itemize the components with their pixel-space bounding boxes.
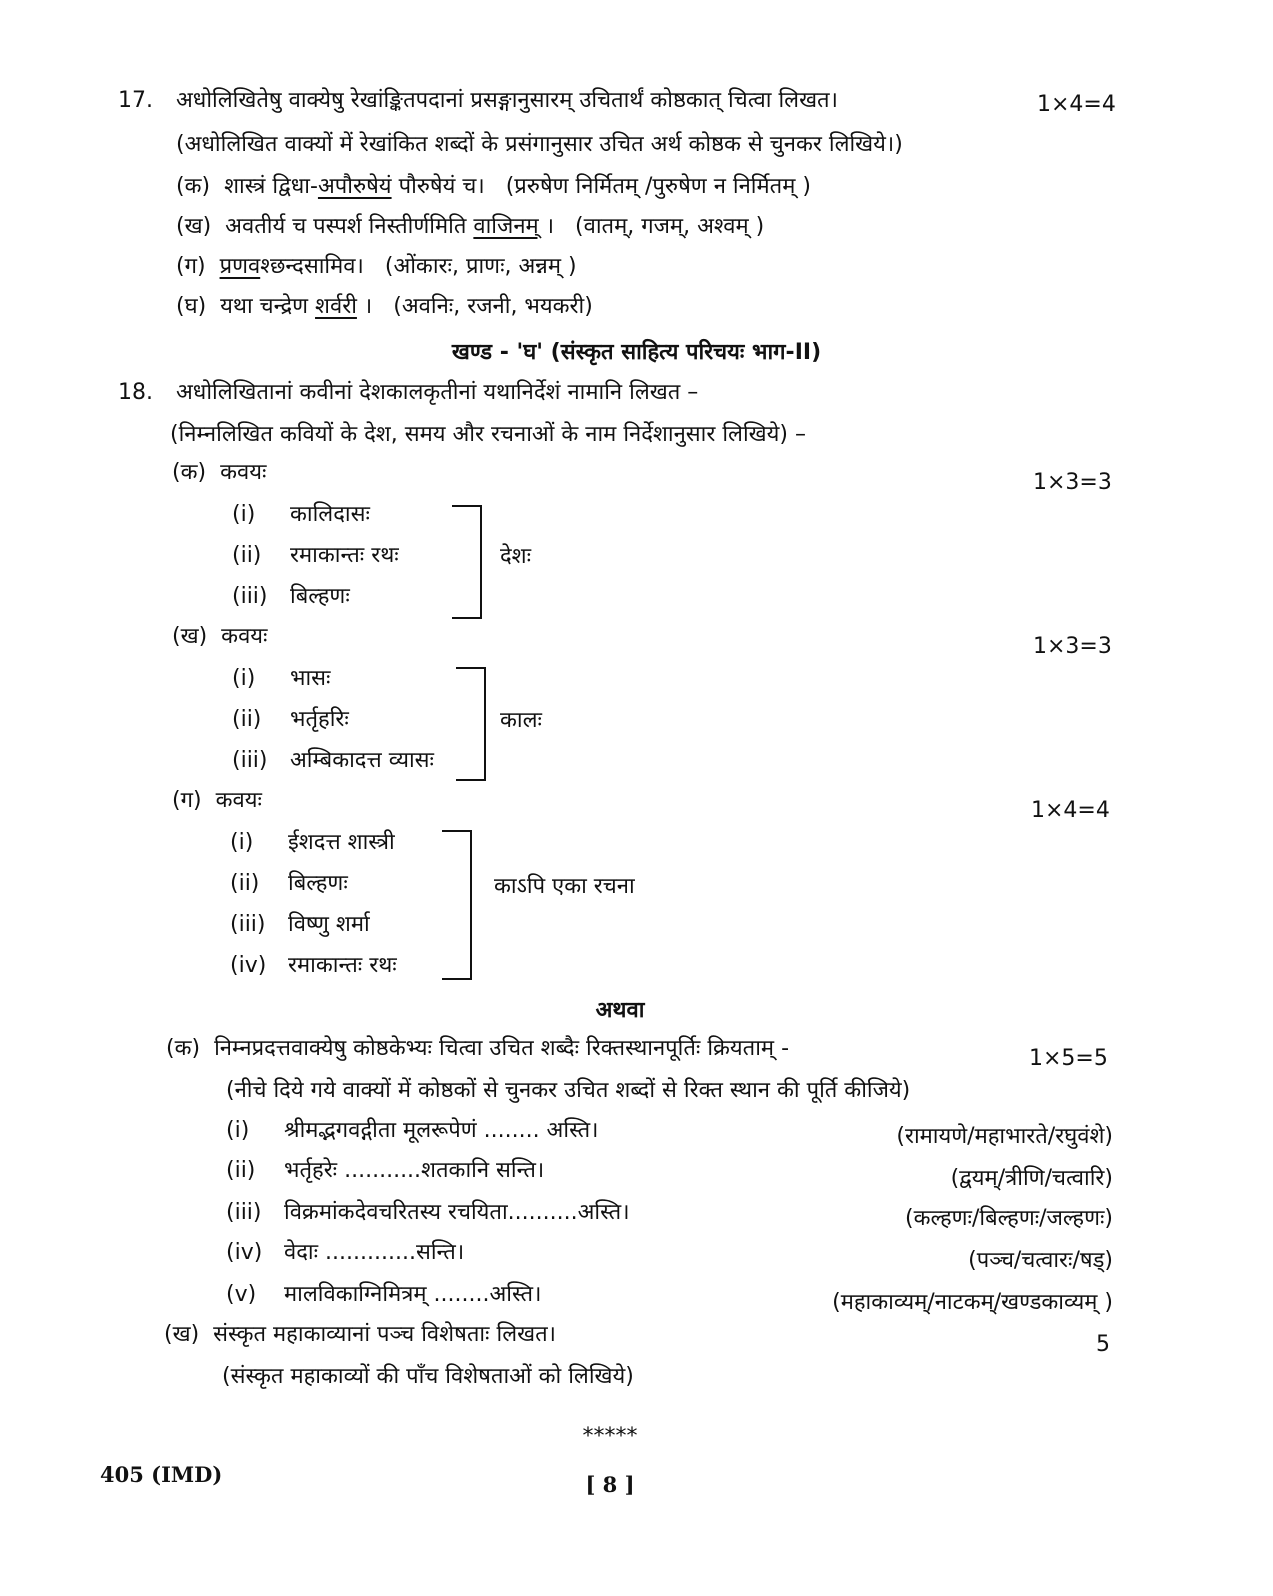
poet-name: अम्बिकादत्त व्यासः bbox=[290, 748, 434, 773]
item-options: (रामायणे/महाभारते/रघुवंशे) bbox=[896, 1124, 1113, 1149]
part-label: (क) bbox=[166, 1036, 201, 1061]
fill-blank-item bbox=[226, 1282, 541, 1308]
fill-blank-item bbox=[226, 1240, 464, 1266]
item-num: (i) bbox=[232, 502, 256, 527]
item-num: (iv) bbox=[230, 953, 267, 978]
alt-a-instruction-hindi: (नीचे दिये गये वाक्यों में कोष्ठकों से चुनकर उचित शब्दों से रिक्त स्थान की पूर्ति कीजिये) bbox=[226, 1078, 911, 1103]
q17-item-d bbox=[176, 294, 593, 320]
item-text: भर्तृहरेः ...........शतकानि सन्ति। bbox=[284, 1158, 545, 1183]
poet-name: विष्णु शर्मा bbox=[288, 912, 370, 937]
part-label: (क) bbox=[172, 460, 207, 485]
q18-part-c-marks: 1×4=4 bbox=[1031, 798, 1110, 823]
item-label: (ग) bbox=[176, 254, 206, 279]
item-options: (द्वयम्/त्रीणि/चत्वारि) bbox=[950, 1166, 1113, 1191]
item-text: पौरुषेयं च। bbox=[391, 174, 485, 199]
item-options: (पञ्च/चत्वारः/षड्) bbox=[968, 1248, 1113, 1273]
underlined-word: वाजिनम् bbox=[473, 214, 539, 239]
q17-item-b bbox=[176, 214, 764, 240]
item-num: (iii) bbox=[232, 748, 268, 773]
bracket bbox=[452, 505, 482, 619]
section-heading: खण्ड - 'घ' (संस्कृत साहित्य परिचयः भाग-II) bbox=[451, 340, 822, 365]
poet-item bbox=[230, 953, 397, 979]
poet-name: बिल्हणः bbox=[288, 871, 348, 896]
item-num: (i) bbox=[230, 830, 254, 855]
alt-b-marks: 5 bbox=[1096, 1332, 1110, 1357]
poet-item bbox=[230, 912, 370, 938]
poet-item bbox=[232, 502, 370, 528]
poet-name: भर्तृहरिः bbox=[290, 707, 349, 732]
poet-item bbox=[232, 748, 434, 774]
item-text: श्छन्दसामिव। bbox=[260, 254, 364, 279]
poet-name: ईशदत्त शास्त्री bbox=[288, 830, 395, 855]
page-number: [ 8 ] bbox=[585, 1472, 635, 1497]
item-options: (कल्हणः/बिल्हणः/जल्हणः) bbox=[904, 1206, 1113, 1231]
q18-part-a-heading bbox=[172, 460, 266, 486]
question-number: 18. bbox=[118, 380, 153, 405]
item-num: (iii) bbox=[232, 584, 268, 609]
item-text: यथा चन्द्रेण bbox=[220, 294, 316, 319]
poet-name: कालिदासः bbox=[290, 502, 370, 527]
athava-heading: अथवा bbox=[595, 998, 645, 1023]
part-label: (ग) bbox=[172, 788, 202, 813]
q18-part-b-heading bbox=[172, 624, 268, 650]
end-mark: ***** bbox=[582, 1424, 638, 1449]
underlined-word: प्रणव bbox=[219, 254, 261, 279]
q17-instruction-hindi: (अधोलिखित वाक्यों में रेखांकित शब्दों के प्रसंगानुसार उचित अर्थ कोष्ठक से चुनकर लिखिये।) bbox=[176, 132, 903, 157]
item-options: (अवनिः, रजनी, भयकरी) bbox=[393, 294, 593, 319]
item-num: (ii) bbox=[230, 871, 260, 896]
part-label: (ख) bbox=[164, 1322, 200, 1347]
item-options: (ओंकारः, प्राणः, अन्नम् ) bbox=[384, 254, 577, 279]
fill-blank-item bbox=[226, 1200, 630, 1226]
poet-item bbox=[232, 584, 350, 610]
item-num: (i) bbox=[232, 666, 256, 691]
item-num: (iii) bbox=[230, 912, 266, 937]
poet-item bbox=[232, 543, 399, 569]
alt-b-instruction-hindi: (संस्कृत महाकाव्यों की पाँच विशेषताओं को लिखिये) bbox=[222, 1364, 634, 1389]
item-options: (प्ररुषेण निर्मितम् /पुरुषेण न निर्मितम् ) bbox=[505, 174, 811, 199]
q18-part-c-heading bbox=[172, 788, 262, 814]
part-title: कवयः bbox=[221, 624, 268, 649]
question-number: 17. bbox=[118, 88, 153, 113]
poet-item bbox=[232, 666, 330, 692]
fill-blank-item bbox=[226, 1158, 544, 1184]
item-options: (वातम्, गजम्, अश्वम् ) bbox=[575, 214, 765, 239]
item-num: (iii) bbox=[226, 1200, 262, 1225]
poet-name: बिल्हणः bbox=[290, 584, 350, 609]
item-text: शास्त्रं द्विधा- bbox=[224, 174, 318, 199]
q18-part-b-marks: 1×3=3 bbox=[1033, 634, 1112, 659]
fill-blank-item bbox=[226, 1118, 599, 1144]
item-num: (ii) bbox=[232, 543, 262, 568]
bracket-label: देशः bbox=[500, 544, 532, 569]
item-num: (ii) bbox=[232, 707, 262, 732]
part-label: (ख) bbox=[172, 624, 208, 649]
item-label: (ख) bbox=[176, 214, 212, 239]
item-num: (iv) bbox=[226, 1240, 263, 1265]
q18-instruction-hindi: (निम्नलिखित कवियों के देश, समय और रचनाओं के नाम निर्देशानुसार लिखिये) – bbox=[170, 422, 806, 447]
paper-code: 405 (IMD) bbox=[100, 1462, 223, 1487]
bracket-label: कालः bbox=[500, 708, 542, 733]
poet-item bbox=[230, 871, 348, 897]
poet-item bbox=[232, 707, 349, 733]
item-text: वेदाः .............सन्ति। bbox=[284, 1240, 465, 1265]
item-num: (ii) bbox=[226, 1158, 256, 1183]
bracket-label: काऽपि एका रचना bbox=[494, 874, 635, 899]
q17-item-c bbox=[176, 254, 577, 280]
item-text: । bbox=[538, 214, 555, 239]
poet-name: रमाकान्तः रथः bbox=[290, 543, 399, 568]
item-text: । bbox=[356, 294, 373, 319]
q18-instruction-sanskrit: अधोलिखितानां कवीनां देशकालकृतीनां यथानिर्देशं नामानि लिखत – bbox=[176, 380, 699, 405]
alt-a-heading bbox=[166, 1036, 789, 1062]
q18-part-a-marks: 1×3=3 bbox=[1033, 470, 1112, 495]
item-text: श्रीमद्भगवद्गीता मूलरूपेणं ........ अस्ति। bbox=[284, 1118, 599, 1143]
item-num: (v) bbox=[226, 1282, 257, 1307]
alt-a-instruction-sanskrit: निम्नप्रदत्तवाक्येषु कोष्ठकेभ्यः चित्वा उचित शब्दैः रिक्तस्थानपूर्तिः क्रियताम् - bbox=[214, 1036, 790, 1061]
item-text: विक्रमांकदेवचरितस्य रचयिता..........अस्ति। bbox=[284, 1200, 630, 1225]
poet-item bbox=[230, 830, 395, 856]
alt-b-instruction-sanskrit: संस्कृत महाकाव्यानां पञ्च विशेषताः लिखत। bbox=[213, 1322, 556, 1347]
item-text: अवतीर्य च पस्पर्श निस्तीर्णमिति bbox=[225, 214, 474, 239]
item-text: मालविकाग्निमित्रम् ........अस्ति। bbox=[284, 1282, 542, 1307]
bracket bbox=[456, 667, 486, 781]
underlined-word: अपौरुषेयं bbox=[317, 174, 392, 199]
poet-name: रमाकान्तः रथः bbox=[288, 953, 397, 978]
q17-instruction-sanskrit: अधोलिखितेषु वाक्येषु रेखांङ्कितपदानां प्रसङ्गानुसारम् उचितार्थं कोष्ठकात् चित्वा लिखत। bbox=[176, 88, 838, 113]
item-options: (महाकाव्यम्/नाटकम्/खण्डकाव्यम् ) bbox=[832, 1290, 1113, 1315]
part-title: कवयः bbox=[215, 788, 262, 813]
alt-b-heading bbox=[164, 1322, 556, 1348]
poet-name: भासः bbox=[290, 666, 331, 691]
q17-marks: 1×4=4 bbox=[1037, 92, 1116, 117]
underlined-word: शर्वरी bbox=[315, 294, 357, 319]
item-num: (i) bbox=[226, 1118, 250, 1143]
item-label: (क) bbox=[176, 174, 211, 199]
alt-a-marks: 1×5=5 bbox=[1029, 1046, 1108, 1071]
part-title: कवयः bbox=[220, 460, 267, 485]
bracket bbox=[442, 830, 472, 980]
item-label: (घ) bbox=[176, 294, 207, 319]
q17-item-a bbox=[176, 174, 811, 200]
